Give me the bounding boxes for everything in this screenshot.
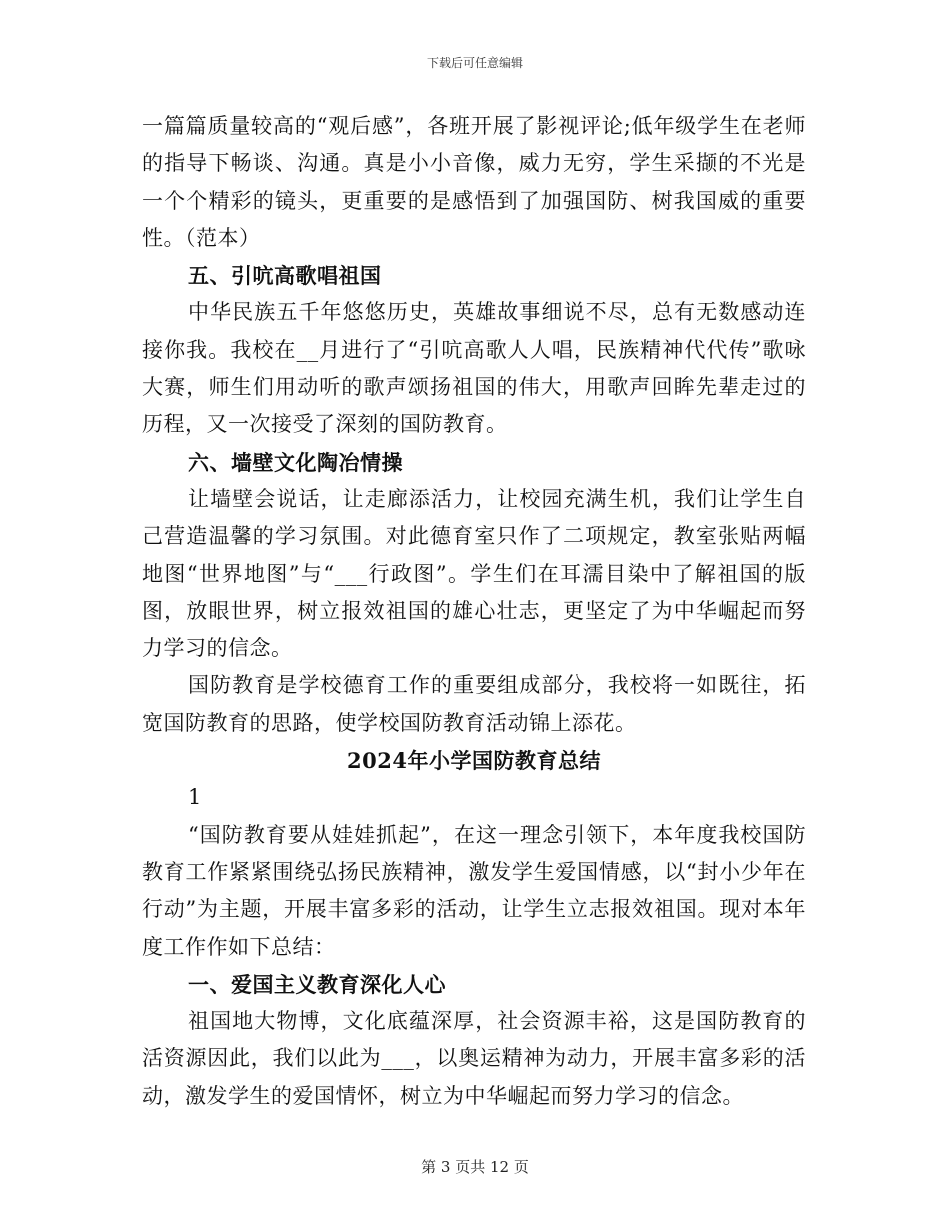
section-heading-5: 五、引吭高歌唱祖国 [188,263,382,289]
document-body [142,108,806,1115]
paragraph-intro: “国防教育要从娃娃抓起”，在这一理念引领下，本年度我校国防教育工作紧紧围绕弘扬民族精神，激发学生爱国情感，以“封小少年在行动”为主题，开展丰富多彩的活动，让学生立志报效祖国。现对本年度工作作如下总结： [142,822,806,959]
section-heading-6: 六、墙壁文化陶冶情操 [188,449,403,475]
paragraph-continued: 一篇篇质量较高的“观后感”，各班开展了影视评论;低年级学生在老师的指导下畅谈、沟通。真是小小音像，威力无穷，学生采撷的不光是一个个精彩的镜头，更重要的是感悟到了加强国防、树我国威的重要性。（范本） [142,114,806,250]
section-number: 1 [188,785,202,810]
paragraph-singing: 中华民族五千年悠悠历史，英雄故事细说不尽，总有无数感动连接你我。我校在__月进行了“引吭高歌人人唱，民族精神代代传”歌咏大赛，师生们用动听的歌声颂扬祖国的伟大，用歌声回眸先辈走过的历程，又一次接受了深刻的国防教育。 [142,300,806,437]
page-header: 下载后可任意编辑 [426,56,523,70]
document-title: 2024年小学国防教育总结 [347,748,601,774]
paragraph-wall-culture: 让墙壁会说话，让走廊添活力，让校园充满生机，我们让学生自己营造温馨的学习氛围。对此德育室只作了二项规定，教室张贴两幅地图“世界地图”与“___行政图”。学生们在耳濡目染中了解祖国的版图，放眼世界，树立报效祖国的雄心壮志，更坚定了为中华崛起而努力学习的信念。 [142,486,806,661]
paragraph-patriotism: 祖国地大物博，文化底蕴深厚，社会资源丰裕，这是国防教育的活资源因此，我们以此为___，以奥运精神为动力，开展丰富多彩的活动，激发学生的爱国情怀，树立为中华崛起而努力学习的信念。 [142,1009,806,1108]
paragraph-conclusion: 国防教育是学校德育工作的重要组成部分，我校将一如既往，拓宽国防教育的思路，使学校国防教育活动锦上添花。 [142,673,806,735]
page-footer: 第 3 页共 12 页 [421,1158,529,1176]
section-heading-1: 一、爱国主义教育深化人心 [188,971,446,997]
